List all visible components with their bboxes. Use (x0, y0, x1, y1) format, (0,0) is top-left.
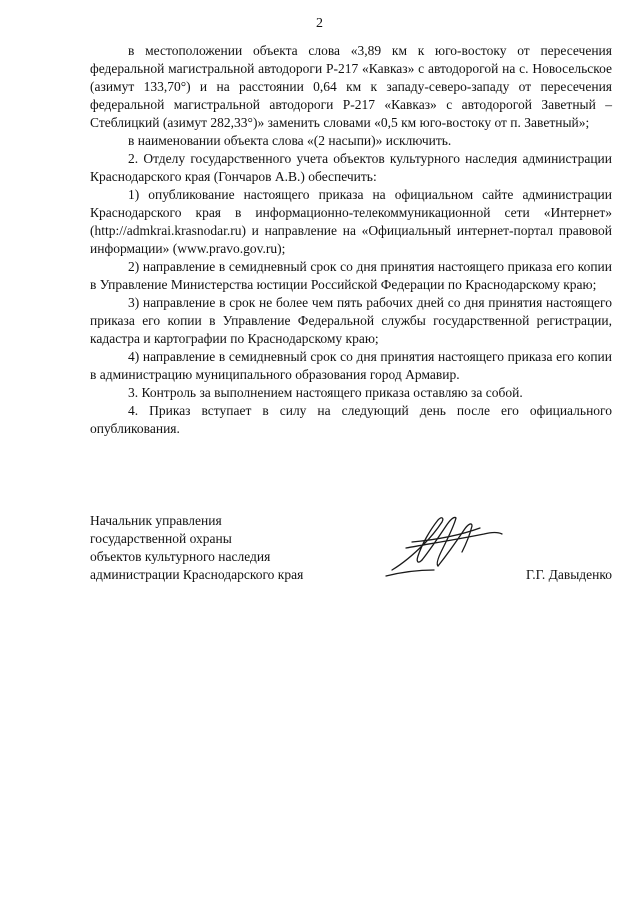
signer-title-line: администрации Краснодарского края (90, 567, 304, 582)
handwritten-signature (372, 504, 512, 584)
paragraph-subitem-3: 3) направление в срок не более чем пять рабочих дней со дня принятия настоящего приказа его копии в Управление Федеральной службы государственной регистрации, кадастра и картографии по Краснодарскому краю; (90, 295, 612, 346)
paragraph-subitem-1: 1) опубликование настоящего приказа на официальном сайте администрации Краснодарского края в информационно-телекоммуникационной сети «Интернет» (http://admkrai.krasnodar.ru) и направление на «Официальный интернет-портал правовой информации» (www.pravo.gov.ru); (90, 187, 612, 256)
document-body (90, 42, 612, 438)
paragraph-subitem-4: 4) направление в семидневный срок со дня принятия настоящего приказа его копии в администрацию муниципального образования город Армавир. (90, 349, 612, 382)
paragraph-name-change: в наименовании объекта слова «(2 насыпи)» исключить. (128, 133, 452, 148)
paragraph-item-4: 4. Приказ вступает в силу на следующий день после его официального опубликования. (90, 403, 612, 436)
page-number: 2 (316, 16, 323, 31)
signature-stroke (392, 518, 443, 570)
signer-title-line: государственной охраны (90, 531, 232, 546)
paragraph-subitem-2: 2) направление в семидневный срок со дня принятия настоящего приказа его копии в Управление Министерства юстиции Российской Федерации по Краснодарскому краю; (90, 259, 612, 292)
signer-name: Г.Г. Давыденко (525, 567, 612, 582)
paragraph-item-2: 2. Отделу государственного учета объектов культурного наследия администрации Краснодарского края (Гончаров А.В.) обеспечить: (90, 151, 612, 184)
signer-title-line: объектов культурного наследия (90, 549, 271, 564)
paragraph-location-change: в местоположении объекта слова «3,89 км к юго-востоку от пересечения федеральной магистральной автодороги Р-217 «Кавказ» с автодорогой на с. Новосельское (азимут 133,70°) и на расстоянии 0,64 км к западу-северо-западу от пересечения федеральной магистральной автодороги Р-217 «Кавказ» с автодорогой Заветный – Стеблицкий (азимут 282,33°)» заменить словами «0,5 км юго-востоку от п. Заветный»; (90, 43, 612, 130)
signature-stroke (386, 570, 434, 576)
signer-title (90, 512, 370, 584)
signer-title-line: Начальник управления (90, 513, 222, 528)
signature-block (90, 512, 612, 582)
paragraph-item-3: 3. Контроль за выполнением настоящего приказа оставляю за собой. (128, 385, 523, 400)
